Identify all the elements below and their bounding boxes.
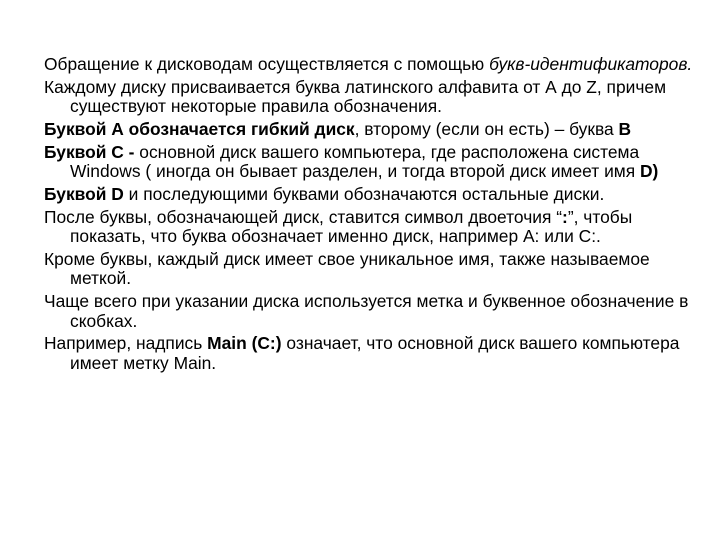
text-segment: Кроме буквы, каждый диск имеет свое уникальное имя, также называемое меткой.: [44, 249, 650, 289]
text-segment-italic: букв-идентификаторов.: [489, 54, 693, 74]
paragraph: [44, 292, 694, 331]
text-segment-bold: Буквой С -: [44, 141, 140, 162]
paragraph: [44, 208, 694, 247]
text-segment: основной диск вашего компьютера, где расположена система Windows ( иногда он бывает разделен, и тогда второй диск имеет имя: [70, 141, 640, 182]
paragraph: [44, 143, 694, 182]
text-segment: ”, чтобы показать, что буква обозначает именно диск, например А: или С:.: [70, 206, 633, 247]
text-body: [44, 55, 694, 377]
paragraph: [44, 120, 694, 139]
text-segment: Чаще всего при указании диска используется метка и буквенное обозначение в скобках.: [44, 291, 689, 331]
text-segment-bold: Буквой А обозначается гибкий диск: [44, 119, 355, 139]
text-segment-bold: В: [618, 119, 632, 139]
text-segment: Обращение к дисководам осуществляется с помощью: [44, 54, 490, 74]
text-segment: означает, что основной диск вашего компьютера имеет метку Main.: [70, 333, 680, 373]
text-segment-bold: D): [639, 161, 659, 182]
paragraph: [44, 78, 694, 117]
paragraph: [44, 55, 694, 74]
text-segment: и последующими буквами обозначаются остальные диски.: [123, 184, 605, 204]
paragraph: [44, 185, 694, 204]
text-segment: Каждому диску присваивается буква латинского алфавита от А до Z, причем существуют некоторые правила обозначения.: [44, 76, 667, 117]
text-segment-bold: Main (C:): [207, 333, 282, 354]
text-segment: , второму (если он есть) – буква: [354, 119, 619, 139]
paragraph: [44, 250, 694, 289]
text-segment: Например, надпись: [44, 333, 208, 354]
text-segment-bold: :: [562, 206, 568, 227]
text-segment-bold: Буквой D: [44, 184, 124, 204]
text-segment: После буквы, обозначающей диск, ставится символ двоеточия “: [44, 206, 563, 227]
paragraph: [44, 334, 694, 373]
